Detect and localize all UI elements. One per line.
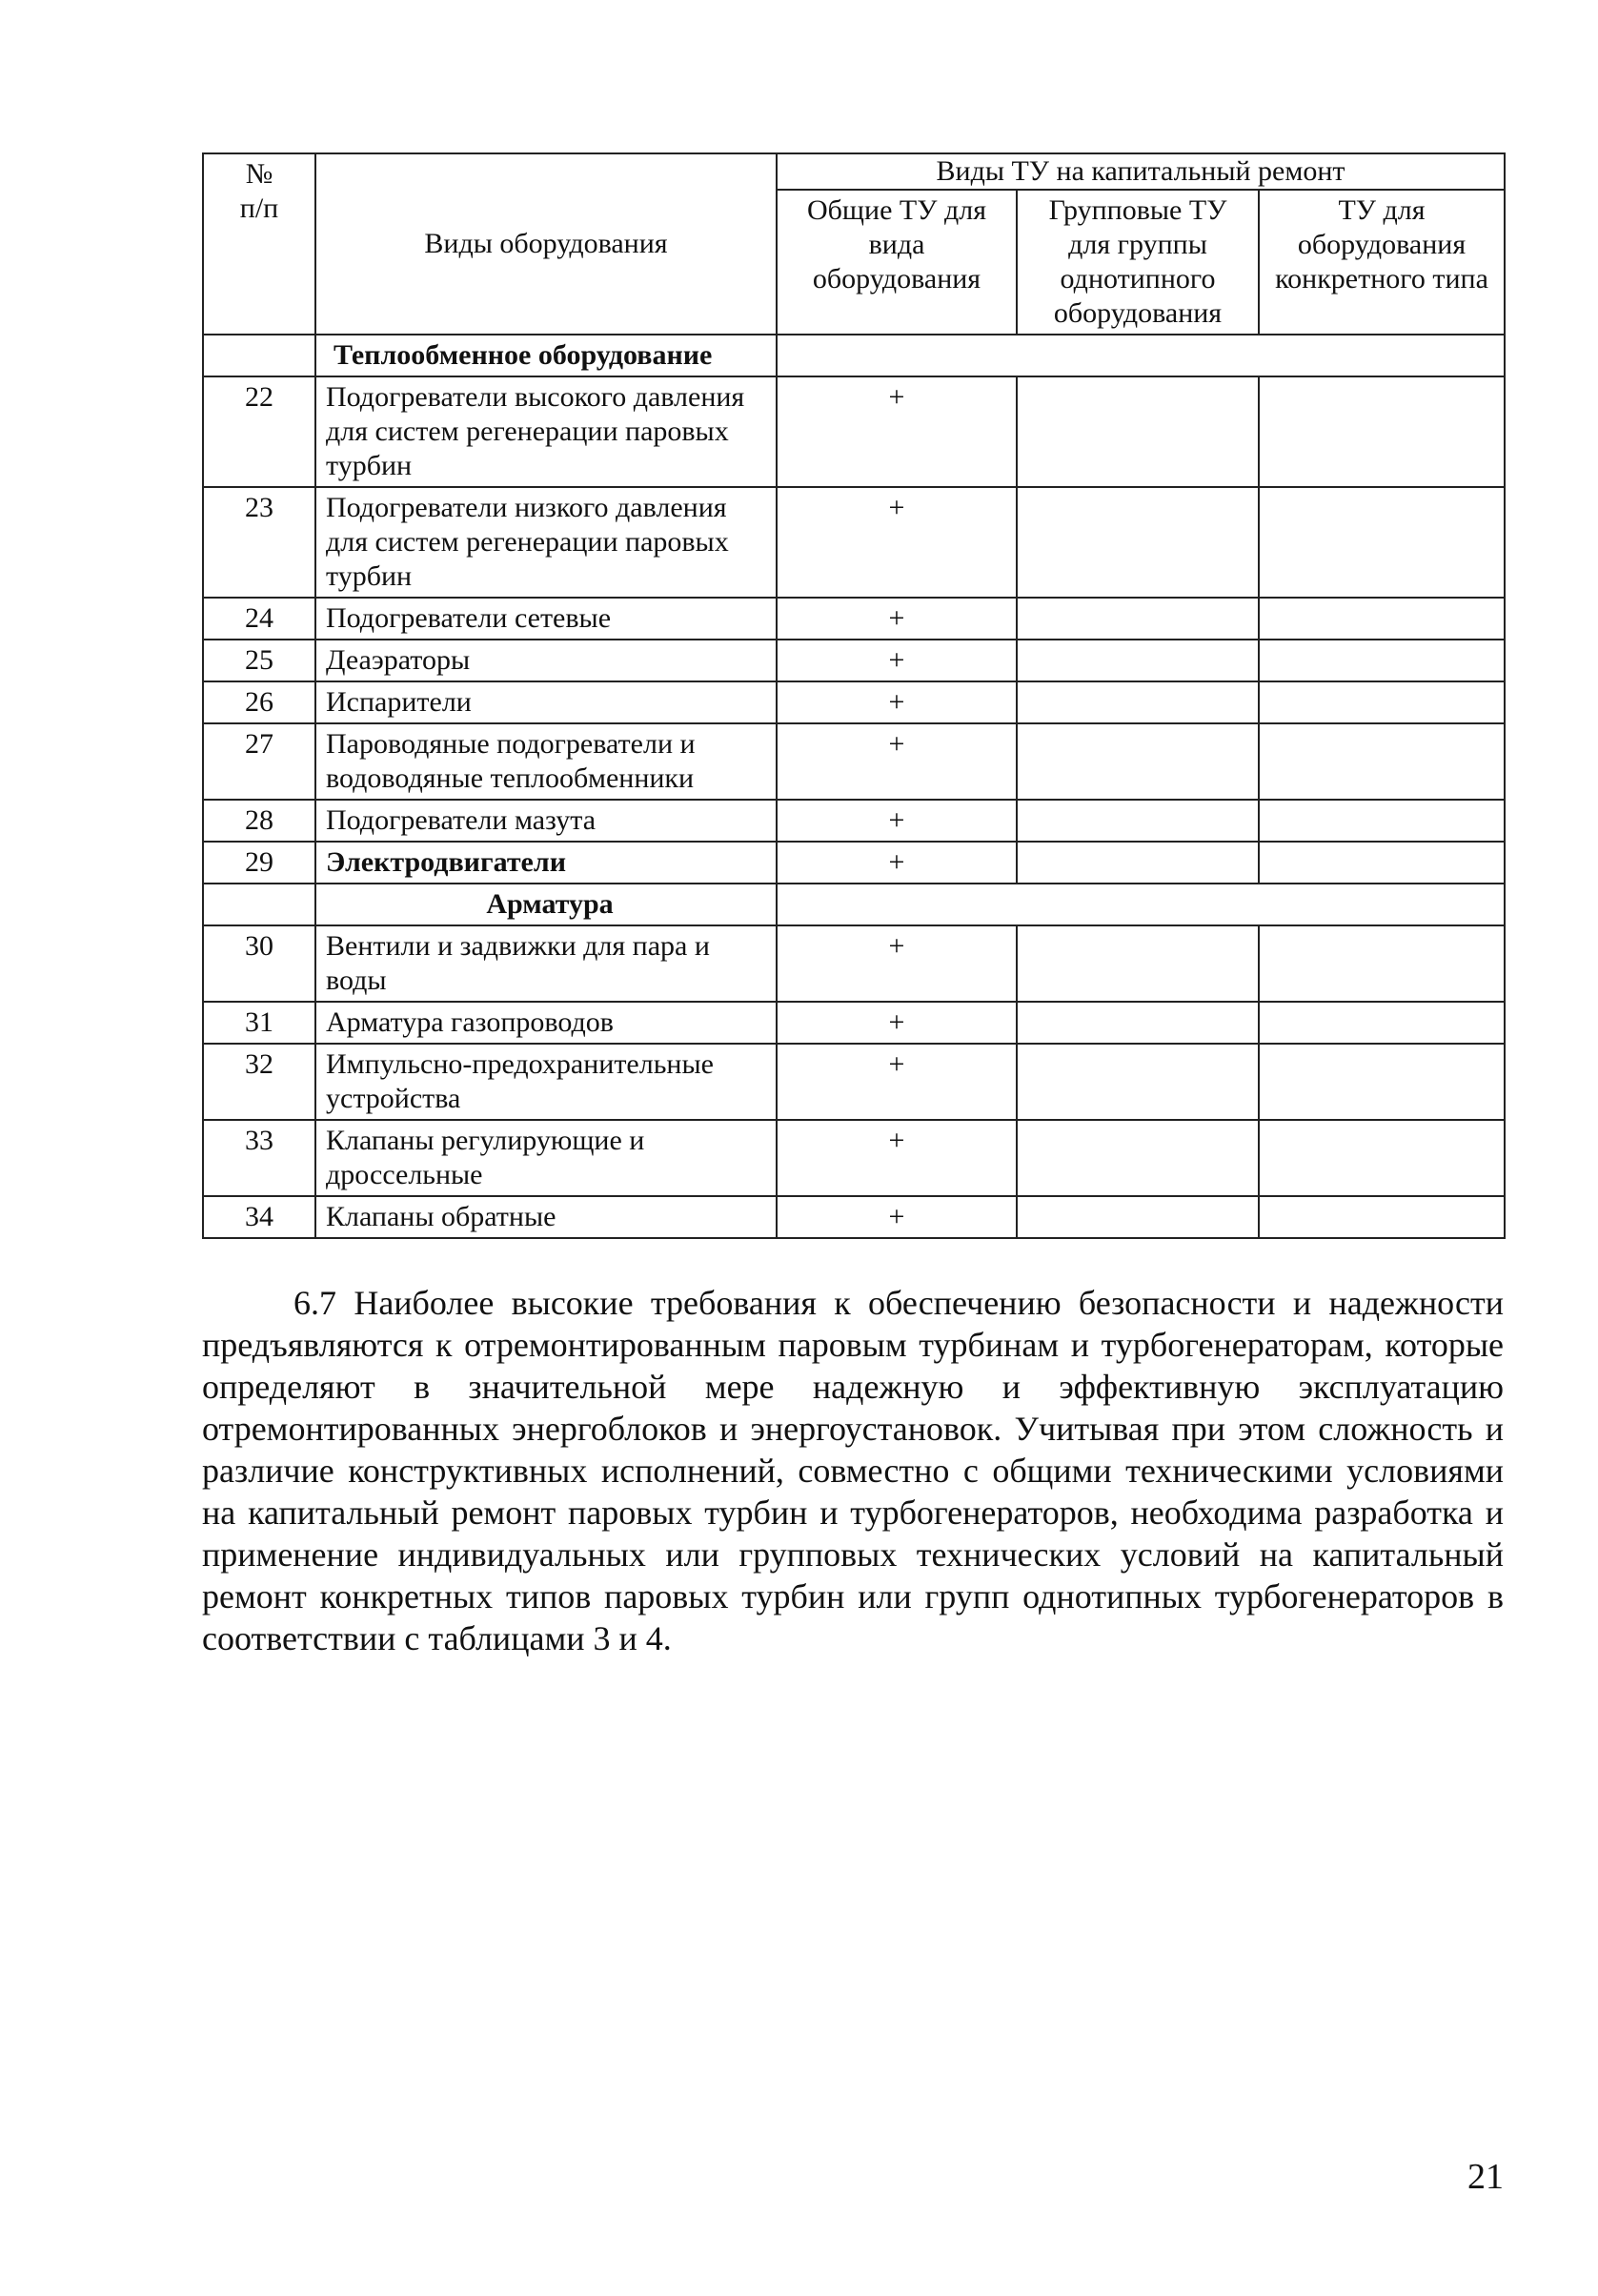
- group-tu-mark: [1017, 1002, 1259, 1044]
- table-row: [203, 723, 1505, 800]
- section-empty-cell: [777, 335, 1505, 376]
- row-number: 28: [203, 800, 315, 842]
- table-row: [203, 640, 1505, 681]
- header-group-title: Виды ТУ на капитальный ремонт: [777, 153, 1505, 190]
- general-tu-mark: +: [777, 842, 1017, 884]
- general-tu-mark: +: [777, 800, 1017, 842]
- paragraph-6-7: 6.7 Наиболее высокие требования к обеспечению безопасности и надежности предъявляются к отремонтированным паровым турбинам и турбогенераторам, которые определяют в значительной мере надежную и эффективную эксплуатацию отремонтированных энергоблоков и энергоустановок. Учитывая при этом сложность и различие конструктивных исполнений, совместно с общими техническими условиями на капитальный ремонт паровых турбин и турбогенераторов, необходима разработка и применение индивидуальных или групповых технических условий на капитальный ремонт конкретных типов паровых турбин или групп однотипных турбогенераторов в соответствии с таблицами 3 и 4.: [202, 1284, 1504, 1657]
- row-number: 25: [203, 640, 315, 681]
- row-number: 23: [203, 487, 315, 598]
- table-row: [203, 487, 1505, 598]
- group-tu-mark: [1017, 800, 1259, 842]
- equipment-name: Подогреватели сетевые: [315, 598, 777, 640]
- equipment-name: Арматура газопроводов: [315, 1002, 777, 1044]
- specific-tu-mark: [1259, 376, 1505, 487]
- specific-tu-mark: [1259, 1002, 1505, 1044]
- table-row: [203, 1196, 1505, 1238]
- table-section-row: [203, 884, 1505, 925]
- group-tu-mark: [1017, 487, 1259, 598]
- table-row: [203, 1120, 1505, 1196]
- general-tu-mark: +: [777, 681, 1017, 723]
- group-tu-mark: [1017, 1196, 1259, 1238]
- specific-tu-mark: [1259, 598, 1505, 640]
- specific-tu-mark: [1259, 800, 1505, 842]
- group-tu-mark: [1017, 1120, 1259, 1196]
- specific-tu-mark: [1259, 1120, 1505, 1196]
- row-number: 32: [203, 1044, 315, 1120]
- general-tu-mark: +: [777, 1196, 1017, 1238]
- row-number: 22: [203, 376, 315, 487]
- general-tu-mark: +: [777, 1044, 1017, 1120]
- group-tu-mark: [1017, 925, 1259, 1002]
- specific-tu-mark: [1259, 640, 1505, 681]
- group-tu-mark: [1017, 598, 1259, 640]
- group-tu-mark: [1017, 376, 1259, 487]
- equipment-name: Клапаны регулирующие и дроссельные: [315, 1120, 777, 1196]
- equipment-name: Подогреватели низкого давления для систем регенерации паровых турбин: [315, 487, 777, 598]
- table-row: [203, 681, 1505, 723]
- table-row: [203, 925, 1505, 1002]
- equipment-name: Импульсно-предохранительные устройства: [315, 1044, 777, 1120]
- header-col-group: Групповые ТУ для группы однотипного оборудования: [1017, 190, 1259, 335]
- group-tu-mark: [1017, 681, 1259, 723]
- group-tu-mark: [1017, 723, 1259, 800]
- table-row: [203, 1002, 1505, 1044]
- equipment-name: Деаэраторы: [315, 640, 777, 681]
- equipment-name: Пароводяные подогреватели и водоводяные теплообменники: [315, 723, 777, 800]
- general-tu-mark: +: [777, 598, 1017, 640]
- header-col-general: Общие ТУ для вида оборудования: [777, 190, 1017, 335]
- equipment-name: Клапаны обратные: [315, 1196, 777, 1238]
- tu-table: [202, 152, 1506, 1239]
- table-row: [203, 598, 1505, 640]
- section-empty-cell: [777, 884, 1505, 925]
- general-tu-mark: +: [777, 640, 1017, 681]
- section-label: Арматура: [315, 884, 777, 925]
- header-equipment: Виды оборудования: [315, 153, 777, 335]
- section-num-cell: [203, 335, 315, 376]
- general-tu-mark: +: [777, 1120, 1017, 1196]
- specific-tu-mark: [1259, 723, 1505, 800]
- row-number: 31: [203, 1002, 315, 1044]
- table-row: [203, 800, 1505, 842]
- specific-tu-mark: [1259, 842, 1505, 884]
- page-number: 21: [1467, 2157, 1504, 2197]
- row-number: 34: [203, 1196, 315, 1238]
- general-tu-mark: +: [777, 723, 1017, 800]
- equipment-name: Подогреватели высокого давления для систем регенерации паровых турбин: [315, 376, 777, 487]
- table-row: [203, 376, 1505, 487]
- row-number: 30: [203, 925, 315, 1002]
- general-tu-mark: +: [777, 1002, 1017, 1044]
- table-row: [203, 1044, 1505, 1120]
- header-col-specific: ТУ для оборудования конкретного типа: [1259, 190, 1505, 335]
- table-header-row-1: [203, 153, 1505, 190]
- specific-tu-mark: [1259, 1044, 1505, 1120]
- general-tu-mark: +: [777, 925, 1017, 1002]
- specific-tu-mark: [1259, 487, 1505, 598]
- specific-tu-mark: [1259, 681, 1505, 723]
- table-section-row: [203, 335, 1505, 376]
- group-tu-mark: [1017, 640, 1259, 681]
- general-tu-mark: +: [777, 376, 1017, 487]
- row-number: 27: [203, 723, 315, 800]
- row-number: 24: [203, 598, 315, 640]
- table-row: [203, 842, 1505, 884]
- specific-tu-mark: [1259, 1196, 1505, 1238]
- row-number: 33: [203, 1120, 315, 1196]
- row-number: 29: [203, 842, 315, 884]
- row-number: 26: [203, 681, 315, 723]
- specific-tu-mark: [1259, 925, 1505, 1002]
- group-tu-mark: [1017, 1044, 1259, 1120]
- general-tu-mark: +: [777, 487, 1017, 598]
- equipment-name: Электродвигатели: [315, 842, 777, 884]
- header-num: № п/п: [203, 153, 315, 335]
- equipment-name: Испарители: [315, 681, 777, 723]
- equipment-name: Вентили и задвижки для пара и воды: [315, 925, 777, 1002]
- section-label: Теплообменное оборудование: [315, 335, 777, 376]
- section-num-cell: [203, 884, 315, 925]
- equipment-name: Подогреватели мазута: [315, 800, 777, 842]
- group-tu-mark: [1017, 842, 1259, 884]
